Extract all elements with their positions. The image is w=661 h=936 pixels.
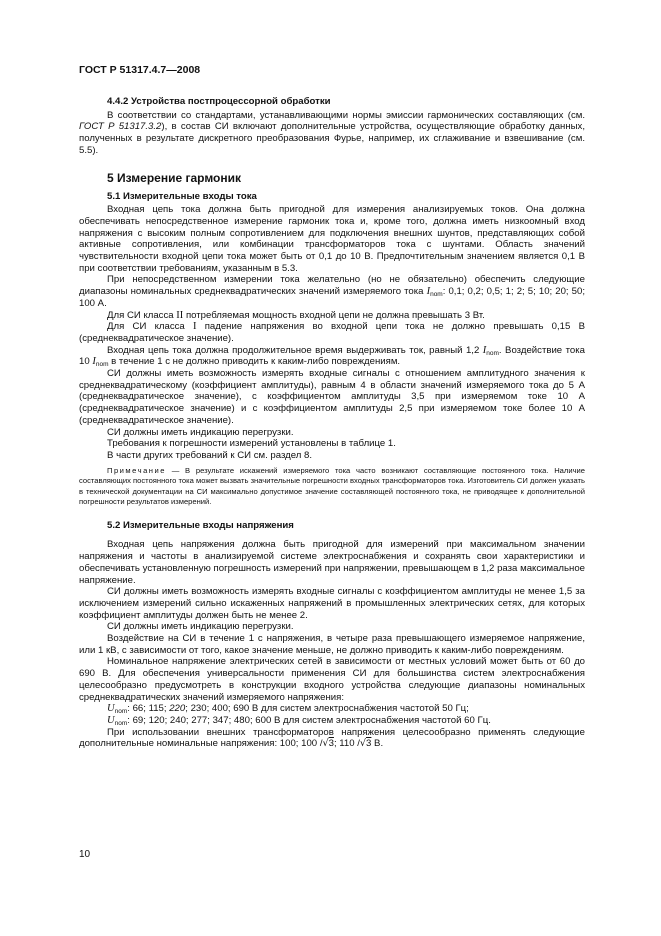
para-5-1-5: Входная цепь тока должна продолжительное время выдерживать ток, равный 1,2 $I_{nom}$. Воздействие тока 10 $I_{nom}$ в течение 1 с не должно приводить к каким-либо повреждениям. [79,344,585,369]
para-5-2-3: СИ должны иметь индикацию перегрузки. [107,621,294,633]
para-5-1-3: Для СИ класса II потребляемая мощность входной цепи не должна превышать 3 Вт. [107,309,485,321]
note-5-1: Примечание — В результате искажений измеряемого тока часто возникают составляющие постоянного тока. Наличие составляющих постоянного тока может вызвать значительные погрешности входных трансформаторов тока. Изготовитель СИ должен указать в технической документации на СИ максимально допустимое значение составляющей постоянного тока, не приводящее к дополнительной погрешности результатов измерений. [79,465,585,507]
page-number: 10 [79,849,91,860]
heading-4-4-2: 4.4.2 Устройства постпроцессорной обработки [107,96,331,107]
para-5-2-5: Номинальное напряжение электрических сетей в зависимости от местных условий может быть от 60 до 690 В. Для обеспечения универсальности применения СИ для большинства систем электроснабжения целесообразно предусмотреть в конструкции входного устройства следующие диапазоны номинальных среднеквадратических значений измеряемого напряжения: [79,656,585,703]
heading-section-5: 5 Измерение гармоник [107,170,242,185]
document-code: ГОСТ Р 51317.4.7—2008 [79,64,201,76]
heading-5-2: 5.2 Измерительные входы напряжения [107,519,294,531]
note-label: Примечание [107,465,166,475]
sqrt-symbol: √ [322,738,329,750]
para-5-1-1: Входная цепь тока должна быть пригодной для измерения анализируемых токов. Она должна обеспечивать непосредственное измерение гармоник тока и, кроме того, должна иметь низкоомный вход напряжения с высоким полным сопротивлением для подключения внешних шунтов, представляющих собой активные сопротивления, или комбинации трансформаторов тока с шунтами. Область значений чувствительности входной цепи тока может быть от 0,1 до 10 В. Предпочтительным значением является 0,1 В при соответствии требованиям, указанным в 5.3. [79,204,585,274]
para-5-2-6: При использовании внешних трансформаторов напряжения целесообразно применять следующие дополнительные номинальные напряжения: 100; 100 /√3; 110 /√3 В. [79,726,585,750]
para-5-2-4: Воздействие на СИ в течение 1 с напряжения, в четыре раза превышающего измеряемое напряжение, или 1 кВ, с зависимости от того, какое значение меньше, не должно приводить к каким-либо повреждениям. [79,633,585,656]
para-5-1-4: Для СИ класса I падение напряжения во входной цепи тока не должно превышать 0,15 В (среднеквадратическое значение). [79,321,585,344]
para-4-4-2: В соответствии со стандартами, устанавливающими нормы эмиссии гармонических составляющих (см. ГОСТ Р 51317.3.2), в состав СИ включают дополнительные устройства, осуществляющие обработку данных, полученных в результате дискретного преобразования Фурье, например, их сглаживание и взвешивание (см. 5.5). [79,109,585,156]
sqrt-symbol: √ [359,738,367,750]
para-5-1-7: СИ должны иметь индикацию перегрузки. [107,426,294,438]
para-5-1-8: Требования к погрешности измерений установлены в таблице 1. [107,438,396,450]
para-5-1-6: СИ должны иметь возможность измерять входные сигналы с отношением амплитудного значения к среднеквадратическому (коэффициент амплитуды), равным 4 в области значений измеряемого тока до 5 А (среднеквадратическое значение), с коэффициентом амплитуды 3,5 при измеряемом токе 10 А (среднеквадратическое значение) и с коэффициентом амплитуды 2,5 при измеряемом токе более 10 А (среднеквадратическое значение). [79,368,585,426]
list-50hz: $U_{nom}$: 66; 115; 220; 230; 400; 690 В для систем электроснабжения частотой 50 Гц; [107,703,469,716]
page-body [79,96,585,750]
heading-5-1: 5.1 Измерительные входы тока [107,190,257,202]
list-60hz: $U_{nom}$: 69; 120; 240; 277; 347; 480; 600 В для систем электроснабжения частотой 60 Гц. [107,714,491,727]
para-5-1-2: При непосредственном измерении тока желательно (но не обязательно) обеспечить следующие диапазоны номинальных среднеквадратических значений измеряемого тока $I_{nom}$: 0,1; 0,2; 0,5; 1; 2; 5; 10; 20; 50; 100 А. [79,274,585,309]
para-5-2-1: Входная цепь напряжения должна быть пригодной для измерений при максимальном значении напряжения и частоты в анализируемой системе электроснабжения и сохранять свои характеристики и обеспечивать установленную погрешность измерений при напряжении, превышающем в 1,2 раза максимальное напряжение. [79,539,585,586]
para-5-1-9: В части других требований к СИ см. раздел 8. [107,449,313,461]
para-5-2-2: СИ должны иметь возможность измерять входные сигналы с коэффициентом амплитуды не менее 1,5 за исключением измерений сильно искаженных напряжений в промышленных электрических сетях, для которых коэффициент амплитуды должен быть не менее 2. [79,586,585,621]
standard-reference: ГОСТ Р 51317.3.2 [79,121,162,133]
